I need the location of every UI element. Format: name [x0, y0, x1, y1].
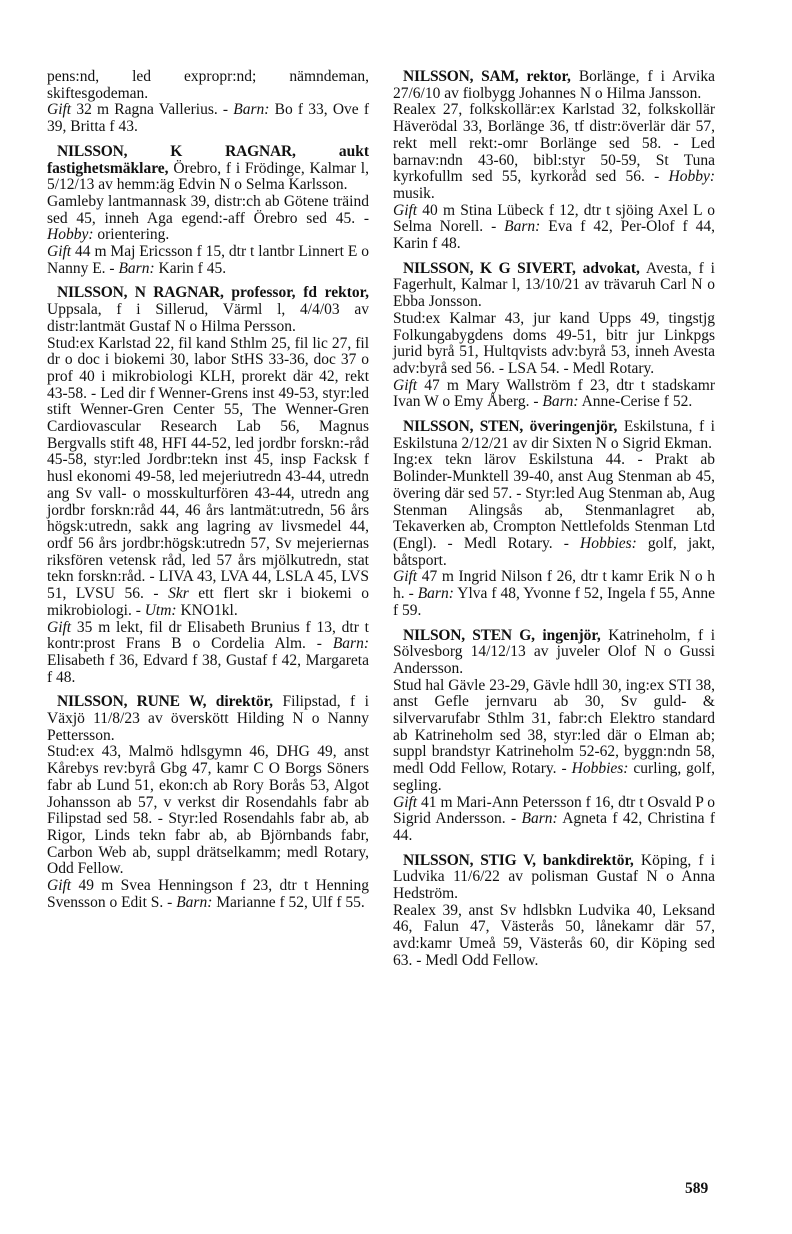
keyword-gift: Gift	[47, 243, 72, 261]
entry-name: NILSSON, K RAGNAR,	[57, 142, 296, 160]
entry-intro: Örebro, f i Frödinge, Kalmar l, 5/12/13 av hemm:äg Edvin N o Selma Karlsson.	[47, 159, 369, 194]
family-children: Karin f 45.	[154, 259, 227, 277]
entry-title: direktör,	[206, 693, 273, 711]
entry-intro: Katrineholm, f i Sölvesborg 14/12/13 av juveler Olof N o Gussi Andersson.	[393, 626, 716, 677]
entry-intro: Borlänge, f i Arvika 27/6/10 av fiolbygg Johannes N o Hilma Jansson.	[393, 68, 715, 102]
entry-name: NILSSON, STIG V,	[403, 851, 536, 869]
entry-family	[393, 795, 715, 845]
keyword-hobbies: Hobbies:	[571, 760, 629, 778]
career-tail-utm: KNO1kl.	[176, 601, 238, 619]
entry-nilsson-sten	[393, 419, 715, 619]
entry-family	[47, 620, 369, 687]
career-text: Stud hal Gävle 23-29, Gävle hdll 30, ing:ex STI 38, anst Gefle jernvaru ab 30, Sv guld- & silvervarufabr Sthlm 31, fabr:ch Elektro standard ab Katrineholm sed 38, styr:led där o Elman ab; suppl brandstyr Katrineholm 52-62, byggn:ndn 58, medl Odd Fellow, Rotary. -	[393, 676, 715, 778]
entry-career	[393, 903, 715, 970]
entry-career	[47, 336, 369, 620]
left-column	[47, 69, 369, 919]
entry-nilsson-n-ragnar	[47, 285, 369, 686]
keyword-gift: Gift	[393, 568, 418, 586]
career-tail: ett flert skr i biokemi o mikrobiologi. -	[47, 585, 370, 619]
entry-title: professor, fd rektor,	[223, 284, 369, 302]
family-children: Elisabeth f 36, Edvard f 38, Gustaf f 42, Margareta f 48.	[47, 651, 369, 686]
entry-header	[47, 144, 369, 194]
entry-nilsson-rune-w	[47, 694, 369, 911]
career-text: Stud:ex Karlstad 22, fil kand Sthlm 25, fil lic 27, fil dr o doc i biokemi 30, labor StHS 33-36, doc 37 o prof 40 i mikrobiologi KLH, prorekt där 42, rekt 43-58. - Led dir f Wenner-Grens inst 49-53, styr:led stift Wenner-Gren Center 55, The Wenner-Gren Cardiovascular Research Lab 56, Magnus Bergvalls stift 48, HFI 44-52, led jordbr forskn:-råd 45-58, styr:led Jordbr:tekn inst 45, insp Facksk f husl ekonomi 49-58, led mejeriutredn 43-44, utredn ang Sv vall- o mosskulturfören 43-44, utredn ang jordbr forskn:råd 44, 46 års lantmät:utredn, 56 års högsk:utredn, sakk ang lagring av livsmedel 44, ordf 56 års jordbr:högsk:utredn 57, Sv mejeriernas riksfören vetensk råd, led 57 års mjölkutredn, stat tekn forskn:råd. - LIVA 43, LVA 44, LSLA 45, LVS 51, LVSU 56. -	[47, 334, 369, 603]
keyword-skr: Skr	[168, 585, 189, 603]
keyword-gift: Gift	[393, 201, 418, 219]
entry-header	[393, 419, 715, 452]
continuation-family	[47, 102, 369, 135]
keyword-gift: Gift	[47, 618, 72, 636]
career-tail: golf, jakt, båtsport.	[393, 534, 715, 569]
career-text: Stud:ex 43, Malmö hdlsgymn 46, DHG 49, anst Kårebys rev:byrå Gbg 47, kamr C O Borgs Söners fabr ab Lund 51, ekon:ch ab Rory Borås 53, Algot Johansson ab 57, v verkst dir Rosendahls fabr ab Filipstad sed 58. - Styr:led Rosendahls fabr ab, ab Rigor, Linds tekn fabr ab, ab Björnbands fabr, Carbon Web ab, suppl drätselkamm; medl Rotary, Odd Fellow.	[47, 743, 369, 878]
keyword-barn: Barn:	[233, 101, 270, 119]
keyword-utm: Utm:	[144, 601, 177, 619]
keyword-gift: Gift	[393, 793, 418, 811]
entry-career	[393, 452, 715, 569]
entry-header	[393, 628, 715, 678]
entry-nilsson-k-ragnar	[47, 144, 369, 278]
entry-nilson-sten-g	[393, 628, 715, 845]
keyword-gift: Gift	[393, 376, 418, 394]
career-tail: orientering.	[93, 226, 170, 244]
family-text: 40 m Stina Lübeck f 12, dtr t sjöing Axel L o Selma Norell. -	[393, 201, 715, 236]
family-text: 32 m Ragna Vallerius. -	[71, 101, 234, 119]
family-text: 35 m lekt, fil dr Elisabeth Brunius f 13, dtr t kontr:prost Frans B o Cordelia Alm. -	[47, 618, 369, 653]
entry-intro: Avesta, f i Fagerhult, Kalmar l, 13/10/21 av trävaruh Carl N o Ebba Jonsson.	[393, 259, 715, 311]
entry-name: NILSON, STEN G,	[403, 626, 535, 644]
entry-name: NILSSON, STEN,	[403, 418, 524, 436]
entry-name: NILSSON, SAM,	[403, 68, 519, 85]
entry-family	[393, 569, 715, 619]
entry-intro: Köping, f i Ludvika 11/6/22 av polisman Gustaf N o Anna Hedström.	[393, 851, 715, 903]
entry-career	[47, 744, 369, 878]
entry-header	[393, 853, 715, 903]
entry-header	[47, 285, 369, 335]
family-children: Ylva f 48, Yvonne f 52, Ingela f 55, Anne f 59.	[393, 585, 715, 619]
keyword-gift: Gift	[47, 877, 72, 895]
family-children: Marianne f 52, Ulf f 55.	[212, 893, 365, 911]
keyword-hobbies: Hobbies:	[580, 534, 637, 552]
entry-intro: Filipstad, f i Växjö 11/8/23 av överskött Hilding N o Nanny Pettersson.	[47, 693, 369, 744]
career-text: Stud:ex Kalmar 43, jur kand Upps 49, tingstjg Folkungabygdens doms 49-51, bitr jur Linkpgs jurid byrå 51, Hultqvists adv:byrå 53, inneh Avesta adv:byrå sed 56. - LSA 54. - Medl Rotary.	[393, 309, 715, 377]
entry-nilsson-stig-v	[393, 853, 715, 970]
keyword-barn: Barn:	[542, 393, 579, 411]
entry-family	[47, 244, 369, 277]
entry-family	[393, 203, 715, 253]
entry-title: advokat,	[575, 259, 640, 277]
family-children: Anne-Cerise f 52.	[578, 393, 693, 411]
entry-continuation	[47, 69, 369, 136]
family-text: 47 m Ingrid Nilson f 26, dtr t kamr Erik N o h h. -	[393, 568, 715, 603]
entry-nilsson-sam	[393, 69, 715, 253]
page-number: 589	[685, 1180, 709, 1197]
keyword-barn: Barn:	[417, 585, 454, 603]
keyword-barn: Barn:	[521, 810, 558, 828]
entry-career	[393, 678, 715, 795]
family-children: Eva f 42, Per-Olof f 44, Karin f 48.	[393, 218, 715, 253]
entry-header	[393, 69, 715, 102]
career-tail: curling, golf, segling.	[393, 760, 716, 794]
entry-name: NILSSON, K G SIVERT,	[403, 259, 576, 277]
entry-family	[393, 378, 715, 411]
family-children: Bo f 33, Ove f 39, Britta f 43.	[47, 101, 369, 136]
entry-header	[47, 694, 369, 744]
entry-family	[47, 878, 369, 911]
keyword-barn: Barn:	[504, 218, 541, 236]
entry-title: bankdirektör,	[535, 851, 634, 869]
career-text: Ing:ex tekn lärov Eskilstuna 44. - Prakt ab Bolinder-Munktell 39-40, anst Aug Stenman ab 45, övering där sed 57. - Styr:led Aug Stenman ab, Aug Stenman Alingsås ab, Stenmanlagret ab, Tekaverken ab, Crompton Nettlefolds Stenman Ltd (Engl). - Medl Rotary. -	[393, 451, 715, 552]
family-text: 49 m Svea Henningson f 23, dtr t Henning Svensson o Edit S. -	[47, 877, 369, 911]
family-children: Agneta f 42, Christina f 44.	[393, 810, 716, 844]
family-text: 44 m Maj Ericsson f 15, dtr t lantbr Linnert E o Nanny E. -	[47, 243, 369, 277]
entry-name: NILSSON, N RAGNAR,	[57, 284, 224, 302]
entry-title: överingenjör,	[523, 418, 618, 436]
entry-nilsson-k-g-sivert	[393, 261, 715, 411]
entry-title: rektor,	[518, 68, 571, 85]
keyword-barn: Barn:	[118, 259, 155, 277]
entry-career	[393, 311, 715, 378]
entry-intro: Uppsala, f i Sillerud, Värml l, 4/4/03 av distr:lantmät Gustaf N o Hilma Persson.	[47, 301, 369, 335]
keyword-hobby: Hobby:	[47, 226, 94, 244]
keyword-barn: Barn:	[332, 635, 369, 653]
entry-intro: Eskilstuna, f i Eskilstuna 2/12/21 av dir Sixten N o Sigrid Ekman.	[393, 418, 715, 452]
family-text: 41 m Mari-Ann Petersson f 16, dtr t Osvald P o Sigrid Andersson. -	[393, 793, 715, 828]
entry-career	[47, 194, 369, 244]
keyword-barn: Barn:	[176, 893, 213, 911]
keyword-gift: Gift	[47, 101, 72, 119]
family-text: 47 m Mary Wallström f 23, dtr t stadskamr Ivan W o Emy Åberg. -	[393, 376, 715, 411]
career-text: Realex 39, anst Sv hdlsbkn Ludvika 40, Leksand 46, Falun 47, Västerås 50, lånekamr där 57, avd:kamr Umeå 59, Västerås 60, dir Köping sed 63. - Medl Odd Fellow.	[393, 901, 715, 969]
career-text: Realex 27, folkskollär:ex Karlstad 32, folkskollär Häverödal 33, Borlänge 36, tf distr:överlär där 57, rekt mell rekt:-omr Borlänge sed 58. - Led barnav:ndn 43-60, bibl:styr 50-59, St Tuna kyrkofullm sed 55, kyrkoråd sed 56. -	[393, 101, 715, 186]
career-text: Gamleby lantmannask 39, distr:ch ab Götene träind sed 45, inneh Aga egend:-aff Örebro sed 45. -	[47, 192, 369, 227]
entry-name: NILSSON, RUNE W,	[57, 693, 207, 711]
entry-title: aukt fastighetsmäklare,	[47, 142, 369, 177]
keyword-hobby: Hobby:	[668, 168, 715, 186]
right-column	[393, 69, 715, 978]
entry-career	[393, 102, 715, 202]
continuation-text: pens:nd, led expropr:nd; nämndeman, skiftesgodeman.	[47, 68, 369, 102]
career-tail: musik.	[393, 184, 435, 202]
entry-title: ingenjör,	[534, 626, 601, 644]
entry-header	[393, 261, 715, 311]
